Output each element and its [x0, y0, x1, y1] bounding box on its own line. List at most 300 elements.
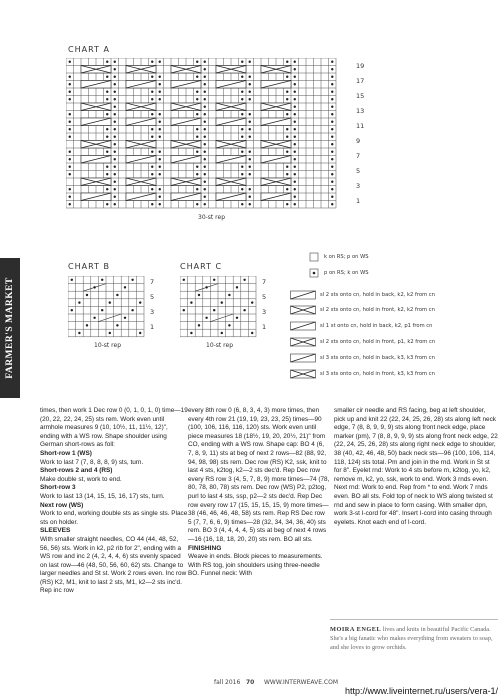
purl-dot: [124, 286, 126, 288]
purl-dot: [241, 203, 243, 205]
footer-website[interactable]: WWW.INTERWEAVE.COM: [264, 679, 338, 686]
purl-dot: [228, 294, 230, 296]
purl-dot: [294, 113, 296, 115]
purl-dot: [331, 158, 333, 160]
purl-dot: [204, 151, 206, 153]
purl-dot: [114, 181, 116, 183]
purl-dot: [294, 91, 296, 93]
dot-square-icon: [290, 268, 320, 278]
purl-dot: [71, 279, 73, 281]
purl-dot: [151, 98, 153, 100]
pattern-paragraph: times, then work 1 Dec row 0 (0, 1, 0, 1, 0) time—19 (20, 22, 22, 24, 25) sts rem. Work even until armhole measures 9 (10, 10½, 11, 11½, 12)", ending with a WS row. Shape shoulder using German short-rows as foll:: [40, 407, 188, 449]
purl-dot: [114, 68, 116, 70]
purl-dot: [86, 294, 88, 296]
section-tab-label: FARMER'S MARKET: [5, 277, 15, 379]
purl-dot: [241, 113, 243, 115]
purl-dot: [106, 61, 108, 63]
purl-dot: [294, 76, 296, 78]
purl-dot: [139, 301, 141, 303]
purl-dot: [114, 121, 116, 123]
purl-dot: [204, 91, 206, 93]
pattern-column-3: [334, 407, 498, 527]
purl-dot: [106, 136, 108, 138]
purl-dot: [204, 196, 206, 198]
purl-dot: [183, 309, 185, 311]
purl-dot: [204, 158, 206, 160]
purl-dot: [69, 128, 71, 130]
purl-dot: [331, 188, 333, 190]
purl-dot: [114, 143, 116, 145]
purl-dot: [114, 128, 116, 130]
purl-dot: [204, 83, 206, 85]
designer-name: MOIRA ENGEL: [330, 626, 382, 633]
purl-dot: [151, 76, 153, 78]
purl-dot: [69, 76, 71, 78]
pattern-paragraph: Work to last 7 (7, 8, 8, 8, 9) sts, turn.: [40, 458, 144, 466]
legend-item: [290, 251, 369, 263]
purl-dot: [241, 76, 243, 78]
purl-dot: [159, 173, 161, 175]
purl-dot: [294, 158, 296, 160]
legend-text: sl 3 sts onto cn, hold in back, k3, k3 from cn: [320, 355, 435, 361]
purl-dot: [114, 136, 116, 138]
purl-dot: [151, 151, 153, 153]
purl-dot: [159, 136, 161, 138]
pattern-paragraph: Work to last 13 (14, 15, 15, 16, 17) sts, turn.: [40, 492, 165, 500]
purl-dot: [114, 188, 116, 190]
purl-dot: [124, 317, 126, 319]
chart-b-title: CHART B: [68, 262, 110, 271]
legend-text: sl 2 sts onto cn, hold in front, p1, k2 from cn: [320, 339, 436, 345]
purl-dot: [331, 143, 333, 145]
purl-dot: [294, 188, 296, 190]
purl-dot: [69, 61, 71, 63]
purl-dot: [204, 98, 206, 100]
purl-dot: [196, 76, 198, 78]
cable-2-2-right-icon: [290, 290, 316, 300]
chart-c-repeat-label: 10-st rep: [206, 342, 234, 349]
purl-dot: [249, 151, 251, 153]
purl-dot: [294, 203, 296, 205]
purl-dot: [106, 91, 108, 93]
purl-dot: [204, 121, 206, 123]
purl-dot: [151, 166, 153, 168]
purl-dot: [331, 181, 333, 183]
purl-dot: [249, 121, 251, 123]
purl-dot: [159, 188, 161, 190]
chart-a-row-number: 7: [356, 152, 361, 160]
purl-dot: [159, 203, 161, 205]
purl-dot: [114, 151, 116, 153]
purl-dot: [251, 332, 253, 334]
empty-square-icon: [290, 252, 320, 262]
purl-dot: [69, 173, 71, 175]
purl-dot: [286, 91, 288, 93]
purl-dot: [241, 188, 243, 190]
purl-dot: [249, 76, 251, 78]
purl-dot: [331, 166, 333, 168]
purl-dot: [151, 128, 153, 130]
purl-dot: [331, 128, 333, 130]
chart-a-row-number: 3: [356, 182, 361, 190]
pattern-paragraph: Make double st, work to end.: [40, 475, 122, 483]
chart-a-row-number: 5: [356, 167, 361, 175]
chart-c-title: CHART C: [180, 262, 223, 271]
purl-dot: [241, 173, 243, 175]
purl-dot: [69, 98, 71, 100]
purl-dot: [331, 106, 333, 108]
purl-dot: [331, 113, 333, 115]
purl-dot: [71, 309, 73, 311]
purl-dot: [331, 91, 333, 93]
row-number: 7: [150, 278, 155, 286]
purl-dot: [131, 279, 133, 281]
purl-dot: [294, 181, 296, 183]
purl-dot: [159, 166, 161, 168]
purl-dot: [151, 136, 153, 138]
purl-dot: [243, 309, 245, 311]
purl-dot: [331, 61, 333, 63]
purl-dot: [241, 128, 243, 130]
row-number: 7: [262, 278, 267, 286]
legend-text: sl 2 sts onto cn, hold in front, k2, k2 from cn: [320, 307, 435, 313]
purl-dot: [331, 136, 333, 138]
purl-dot: [196, 203, 198, 205]
purl-dot: [249, 188, 251, 190]
purl-dot: [241, 166, 243, 168]
pattern-column-2: [188, 407, 330, 579]
purl-dot: [190, 301, 192, 303]
purl-dot: [331, 76, 333, 78]
footer-issue: fall 2016: [214, 679, 241, 686]
purl-dot: [69, 83, 71, 85]
purl-dot: [249, 166, 251, 168]
cable-stroke: [98, 314, 121, 322]
chart-a-repeat-label: 30-st rep: [198, 214, 226, 221]
legend-text: p on RS; k on WS: [324, 270, 369, 276]
purl-dot: [204, 203, 206, 205]
purl-dot: [331, 196, 333, 198]
purl-dot: [196, 128, 198, 130]
purl-dot: [249, 158, 251, 160]
purl-dot: [236, 317, 238, 319]
purl-dot: [159, 98, 161, 100]
purl-dot: [86, 324, 88, 326]
purl-dot: [196, 61, 198, 63]
legend-item: [290, 267, 369, 279]
purl-dot: [221, 301, 223, 303]
chart-b-repeat-label: 10-st rep: [94, 342, 122, 349]
purl-dot: [93, 317, 95, 319]
row-number: 3: [150, 308, 155, 316]
purl-dot: [286, 76, 288, 78]
purl-dot: [294, 173, 296, 175]
purl-dot: [190, 332, 192, 334]
purl-dot: [196, 173, 198, 175]
purl-dot: [69, 151, 71, 153]
purl-dot: [294, 136, 296, 138]
chart-a-row-number: 9: [356, 137, 361, 145]
legend-text: sl 3 sts onto cn, hold in front, k3, k3 from cn: [320, 371, 435, 377]
chart-b-grid: [68, 276, 146, 338]
purl-dot: [69, 158, 71, 160]
chart-a-row-number: 19: [356, 62, 365, 70]
chart-a-grid: [66, 58, 348, 210]
section-tab: [0, 258, 20, 398]
cable-3-3-left-icon: [290, 369, 316, 379]
legend-text: sl 1 st onto cn, hold in back, k2, p1 from cn: [320, 323, 433, 329]
purl-dot: [286, 136, 288, 138]
purl-dot: [106, 203, 108, 205]
purl-dot: [286, 166, 288, 168]
chart-a-row-number: 11: [356, 122, 365, 130]
purl-dot: [249, 173, 251, 175]
row-number: 5: [150, 293, 155, 301]
purl-dot: [204, 113, 206, 115]
purl-dot: [286, 113, 288, 115]
purl-dot: [204, 61, 206, 63]
legend-text: sl 2 sts onto cn, hold in back, k2, k2 from cn: [320, 292, 435, 298]
purl-dot: [331, 121, 333, 123]
purl-dot: [243, 279, 245, 281]
purl-dot: [159, 113, 161, 115]
purl-dot: [159, 196, 161, 198]
purl-dot: [228, 324, 230, 326]
purl-dot: [241, 98, 243, 100]
legend-item: [290, 320, 432, 332]
chart-c-grid: [180, 276, 258, 338]
purl-dot: [286, 151, 288, 153]
purl-dot: [331, 151, 333, 153]
purl-dot: [151, 188, 153, 190]
chart-a-title: CHART A: [68, 45, 110, 54]
chart-a-row-number: 17: [356, 77, 365, 85]
designer-bio-text: lives and knits in beautiful Pacific Canada. She's a big fanatic who makes everything from sweaters to soap, and she loves to grow orchids.: [330, 626, 493, 651]
chart-a-row-number: 13: [356, 107, 365, 115]
purl-dot: [114, 91, 116, 93]
purl-dot: [114, 113, 116, 115]
purl-dot: [249, 136, 251, 138]
purl-dot: [69, 196, 71, 198]
legend-item: [290, 304, 435, 316]
pattern-paragraph: With smaller straight needles, CO 44 (44, 48, 52, 56, 56) sts. Work in k2, p2 rib for 2", ending with a WS row and inc 2 (4, 2, 4, 4, 6) sts evenly spaced on last row—46 (48, 50, 56, 60, 62) sts. Change to larger needles and St st. Work 2 rows even. Inc row (RS) K2, M1, knit to last 2 sts, M1, k2—2 sts inc'd. Rep inc row: [40, 535, 187, 595]
purl-dot: [69, 113, 71, 115]
purl-dot: [106, 173, 108, 175]
purl-dot: [106, 76, 108, 78]
purl-dot: [69, 121, 71, 123]
purl-dot: [331, 203, 333, 205]
row-instruction-label: Short-row 3: [40, 484, 76, 492]
purl-dot: [78, 301, 80, 303]
purl-dot: [109, 332, 111, 334]
purl-dot: [204, 106, 206, 108]
purl-dot: [286, 203, 288, 205]
purl-dot: [294, 68, 296, 70]
purl-dot: [331, 173, 333, 175]
watermark-url[interactable]: http://www.liveinternet.ru/users/vera-1/: [344, 686, 498, 696]
purl-dot: [204, 76, 206, 78]
purl-dot: [196, 151, 198, 153]
purl-dot: [294, 61, 296, 63]
purl-dot: [114, 196, 116, 198]
purl-dot: [151, 113, 153, 115]
purl-dot: [204, 68, 206, 70]
purl-dot: [249, 83, 251, 85]
purl-dot: [241, 61, 243, 63]
purl-dot: [331, 98, 333, 100]
purl-dot: [241, 136, 243, 138]
purl-dot: [236, 286, 238, 288]
purl-dot: [159, 76, 161, 78]
cable-2-1-left-icon: [290, 337, 316, 347]
purl-dot: [159, 91, 161, 93]
pattern-paragraph: smaller cir needle and RS facing, beg at left shoulder, pick up and knit 22 (22, 24, 25, 26, 28) sts along left neck edge, 7 (8, 8, 9, 9, 9) sts along front neck edge, place marker (pm), 7 (8, 8, 9, 9, 9) sts along front neck edge, 22 (22, 24, 25, 26, 28) sts along right neck edge to shoulder, 38 (40, 42, 46, 48, 50) back neck sts—96 (100, 106, 114, 118, 124) sts total. Pm and join in the rnd. Work in St st for 8". Eyelet rnd: Work to 4 sts before m, k2tog, yo, k2, remove m, k2, yo, ssk, work to end. Work 3 rnds even. Next rnd: Work to end. Rep from * to end. Work 7 rnds even. BO all sts. Fold top of neck to WS along twisted st rnd and sew in place to form casing. With smaller dpn, work 3-st I-cord for 48". Insert I-cord into casing through eyelets. Knot each end of I-cord.: [334, 407, 498, 526]
purl-dot: [114, 76, 116, 78]
purl-dot: [69, 136, 71, 138]
cable-stroke: [210, 314, 233, 322]
purl-dot: [69, 188, 71, 190]
purl-dot: [101, 279, 103, 281]
purl-dot: [106, 128, 108, 130]
chart-a-row-number: 1: [356, 197, 361, 205]
section-heading: FINISHING: [188, 544, 222, 552]
purl-dot: [151, 203, 153, 205]
purl-dot: [114, 83, 116, 85]
purl-dot: [331, 68, 333, 70]
purl-dot: [204, 188, 206, 190]
row-instruction-label: Short-row 1 (WS): [40, 449, 92, 457]
purl-dot: [196, 113, 198, 115]
purl-dot: [106, 166, 108, 168]
row-instruction-label: Next row (WS): [40, 501, 84, 509]
bio-divider: [330, 619, 498, 620]
purl-dot: [159, 158, 161, 160]
purl-dot: [106, 188, 108, 190]
purl-dot: [204, 181, 206, 183]
purl-dot: [251, 301, 253, 303]
purl-dot: [114, 166, 116, 168]
row-instruction-label: Short-rows 2 and 4 (RS): [40, 467, 113, 475]
pattern-paragraph: Weave in ends. Block pieces to measurements. With RS tog, join shoulders using three-needle BO. Funnel neck: With: [188, 553, 323, 578]
purl-dot: [106, 98, 108, 100]
purl-dot: [116, 324, 118, 326]
purl-dot: [286, 61, 288, 63]
cable-2-1-right-icon: [290, 321, 316, 331]
purl-dot: [159, 83, 161, 85]
purl-dot: [69, 166, 71, 168]
purl-dot: [294, 151, 296, 153]
chart-a-row-number: 15: [356, 92, 365, 100]
purl-dot: [114, 158, 116, 160]
purl-dot: [294, 196, 296, 198]
purl-dot: [249, 196, 251, 198]
purl-dot: [205, 317, 207, 319]
designer-bio: [330, 625, 498, 652]
purl-dot: [204, 166, 206, 168]
purl-dot: [294, 83, 296, 85]
purl-dot: [204, 136, 206, 138]
purl-dot: [159, 121, 161, 123]
purl-dot: [294, 121, 296, 123]
purl-dot: [196, 136, 198, 138]
purl-dot: [196, 188, 198, 190]
purl-dot: [286, 173, 288, 175]
purl-dot: [151, 61, 153, 63]
purl-dot: [249, 98, 251, 100]
purl-dot: [331, 83, 333, 85]
purl-dot: [249, 91, 251, 93]
pattern-paragraph: Work to end, working double sts as single sts. Place sts on holder.: [40, 510, 188, 526]
purl-dot: [294, 143, 296, 145]
purl-dot: [204, 173, 206, 175]
purl-dot: [198, 294, 200, 296]
legend-item: [290, 368, 435, 380]
cable-2-2-left-icon: [290, 305, 316, 315]
purl-dot: [221, 332, 223, 334]
purl-dot: [114, 203, 116, 205]
cable-stroke: [83, 284, 106, 292]
purl-dot: [78, 332, 80, 334]
purl-dot: [106, 151, 108, 153]
purl-dot: [196, 98, 198, 100]
purl-dot: [159, 128, 161, 130]
pattern-column-1: [40, 407, 188, 596]
purl-dot: [114, 173, 116, 175]
section-heading: SLEEVES: [40, 527, 71, 535]
row-number: 1: [262, 323, 267, 331]
purl-dot: [241, 91, 243, 93]
purl-dot: [249, 113, 251, 115]
purl-dot: [241, 151, 243, 153]
purl-dot: [114, 106, 116, 108]
purl-dot: [286, 128, 288, 130]
row-number: 1: [150, 323, 155, 331]
purl-dot: [116, 294, 118, 296]
row-number: 3: [262, 308, 267, 316]
footer-page-number: 70: [246, 679, 255, 686]
purl-dot: [69, 91, 71, 93]
purl-dot: [294, 128, 296, 130]
purl-dot: [213, 309, 215, 311]
purl-dot: [286, 188, 288, 190]
purl-dot: [294, 98, 296, 100]
purl-dot: [196, 91, 198, 93]
purl-dot: [69, 203, 71, 205]
legend-item: [290, 352, 435, 364]
purl-dot: [196, 166, 198, 168]
purl-dot: [106, 113, 108, 115]
row-number: 5: [262, 293, 267, 301]
pattern-paragraph: every 8th row 0 (6, 8, 3, 4, 3) more times, then every 4th row 21 (19, 19, 23, 23, 25) times—90 (100, 106, 116, 116, 120) sts. Work even until piece measures 18 (18½, 19, 20, 20½, 21)" from CO, ending with a WS row. Shape cap: BO 4 (6, 7, 8, 9, 11) sts at beg of next 2 rows—82 (88, 92, 94, 98, 98) sts rem. Dec row (RS) K2, ssk, knit to last 4 sts, k2tog, k2—2 sts dec'd. Rep Dec row every RS row 3 (4, 5, 7, 8, 9) more times—74 (78, 80, 78, 80, 78) sts rem. Dec row (WS) P2, p2tog, purl to last 4 sts, ssp, p2—2 sts dec'd. Rep Dec row every row 17 (15, 15, 15, 15, 9) more times—38 (46, 46, 46, 48, 58) sts rem. Rep RS Dec row 5 (7, 7, 6, 6, 9) times—28 (32, 34, 34, 36, 40) sts rem. BO 3 (4, 4, 4, 4, 5) sts at beg of next 4 rows—16 (16, 18, 18, 20, 20) sts rem. BO all sts.: [188, 407, 330, 543]
purl-dot: [114, 98, 116, 100]
purl-dot: [109, 301, 111, 303]
purl-dot: [159, 61, 161, 63]
purl-dot: [183, 279, 185, 281]
cable-stroke: [195, 284, 218, 292]
purl-dot: [159, 151, 161, 153]
purl-dot: [151, 91, 153, 93]
legend-item: [290, 336, 435, 348]
purl-dot: [139, 332, 141, 334]
legend-text: k on RS; p on WS: [324, 254, 369, 260]
purl-dot: [286, 98, 288, 100]
purl-dot: [131, 309, 133, 311]
purl-dot: [294, 166, 296, 168]
purl-dot: [249, 203, 251, 205]
purl-dot: [204, 128, 206, 130]
purl-dot: [101, 309, 103, 311]
purl-dot: [198, 324, 200, 326]
